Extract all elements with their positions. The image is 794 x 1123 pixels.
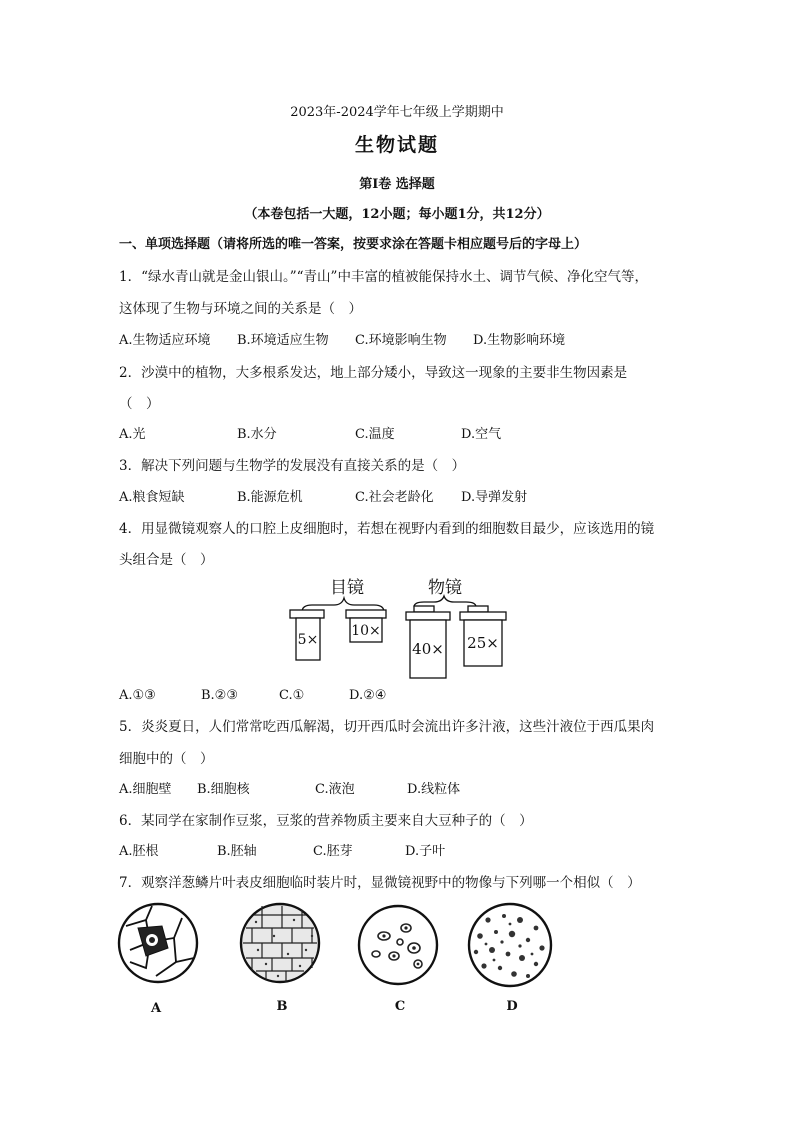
micrograph-a-label: A bbox=[150, 1001, 162, 1016]
q5-line-2: 细胞中的（ ） bbox=[119, 751, 214, 767]
objective-label: 物镜 bbox=[428, 578, 462, 598]
micrograph-b-label: B bbox=[276, 999, 288, 1014]
micrograph-a bbox=[119, 904, 197, 1016]
q5-option-b: B.细胞核 bbox=[197, 782, 250, 797]
micrograph-d bbox=[469, 904, 551, 1014]
q3-line-1: 3．解决下列问题与生物学的发展没有直接关系的是（ ） bbox=[119, 458, 466, 474]
q4-option-d: D.②④ bbox=[349, 688, 387, 703]
eyepiece-label: 目镜 bbox=[330, 578, 364, 598]
exam-header-line: 2023年-2024学年七年级上学期期中 bbox=[290, 105, 504, 120]
q3-option-b: B.能源危机 bbox=[237, 490, 303, 505]
q4-option-c: C.① bbox=[279, 688, 305, 703]
eyepiece-10x-label: 10× bbox=[351, 623, 381, 639]
q1-option-d: D.生物影响环境 bbox=[473, 333, 566, 348]
q6-line-1: 6．某同学在家制作豆浆，豆浆的营养物质主要来自大豆种子的（ ） bbox=[119, 813, 533, 829]
micrograph-d-label: D bbox=[506, 999, 518, 1014]
q2-option-b: B.水分 bbox=[237, 427, 277, 442]
q1-line-2: 这体现了生物与环境之间的关系是（ ） bbox=[119, 301, 362, 317]
objective-brace bbox=[414, 596, 476, 607]
q4-option-a: A.①③ bbox=[119, 688, 156, 703]
q2-option-a: A.光 bbox=[119, 427, 146, 442]
q7-line-1: 7．观察洋葱鳞片叶表皮细胞临时装片时，显微镜视野中的物像与下列哪一个相似（ ） bbox=[119, 875, 641, 891]
q5-option-d: D.线粒体 bbox=[407, 782, 461, 797]
q1-option-a: A.生物适应环境 bbox=[119, 333, 211, 348]
part-title: 第Ⅰ卷 选择题 bbox=[359, 177, 435, 192]
q5-option-c: C.液泡 bbox=[315, 782, 355, 797]
q6-option-a: A.胚根 bbox=[119, 844, 159, 859]
objective-40x-label: 40× bbox=[412, 640, 444, 658]
micrograph-c bbox=[359, 906, 437, 1014]
q6-option-d: D.子叶 bbox=[405, 844, 446, 859]
eyepiece-5x bbox=[290, 610, 324, 660]
micrograph-c-label: C bbox=[394, 999, 406, 1014]
part-note: （本卷包括一大题，12小题；每小题1分，共12分） bbox=[244, 207, 550, 222]
q3-option-c: C.社会老龄化 bbox=[355, 490, 434, 505]
q4-line-1: 4．用显微镜观察人的口腔上皮细胞时，若想在视野内看到的细胞数目最少，应该选用的镜 bbox=[119, 521, 655, 537]
eyepiece-10x bbox=[346, 610, 386, 642]
q2-line-1: 2．沙漠中的植物，大多根系发达，地上部分矮小，导致这一现象的主要非生物因素是 bbox=[119, 365, 628, 381]
q2-options bbox=[119, 426, 501, 444]
q4-line-2: 头组合是（ ） bbox=[119, 552, 214, 568]
q1-option-c: C.环境影响生物 bbox=[355, 333, 447, 348]
micrograph-b bbox=[241, 904, 319, 1014]
eyepiece-5x-label: 5× bbox=[297, 632, 319, 648]
cell-figure bbox=[116, 898, 566, 1018]
q1-option-b: B.环境适应生物 bbox=[237, 333, 329, 348]
q5-option-a: A.细胞壁 bbox=[119, 782, 172, 797]
lens-figure bbox=[286, 572, 526, 684]
q4-options bbox=[119, 687, 386, 705]
objective-25x-label: 25× bbox=[467, 634, 499, 652]
q2-line-2: （ ） bbox=[119, 396, 160, 412]
q2-option-c: C.温度 bbox=[355, 427, 395, 442]
q3-option-d: D.导弹发射 bbox=[461, 490, 528, 505]
q6-option-b: B.胚轴 bbox=[217, 844, 257, 859]
q5-line-1: 5．炎炎夏日，人们常常吃西瓜解渴，切开西瓜时会流出许多汁液，这些汁液位于西瓜果肉 bbox=[119, 719, 655, 735]
section-heading: 一、单项选择题（请将所选的唯一答案，按要求涂在答题卡相应题号后的字母上） bbox=[119, 237, 588, 252]
q5-options bbox=[119, 781, 460, 799]
page-title: 生物试题 bbox=[354, 134, 439, 156]
objective-25x bbox=[460, 606, 506, 666]
q1-options bbox=[119, 332, 565, 350]
q3-option-a: A.粮食短缺 bbox=[119, 490, 185, 505]
q4-option-b: B.②③ bbox=[201, 688, 238, 703]
q1-line-1: 1．“绿水青山就是金山银山。”“青山”中丰富的植被能保持水土、调节气候、净化空气等， bbox=[119, 269, 648, 285]
q3-options bbox=[119, 489, 527, 507]
objective-40x bbox=[406, 606, 450, 678]
q6-option-c: C.胚芽 bbox=[313, 844, 353, 859]
q6-options bbox=[119, 843, 445, 861]
q2-option-d: D.空气 bbox=[461, 427, 502, 442]
